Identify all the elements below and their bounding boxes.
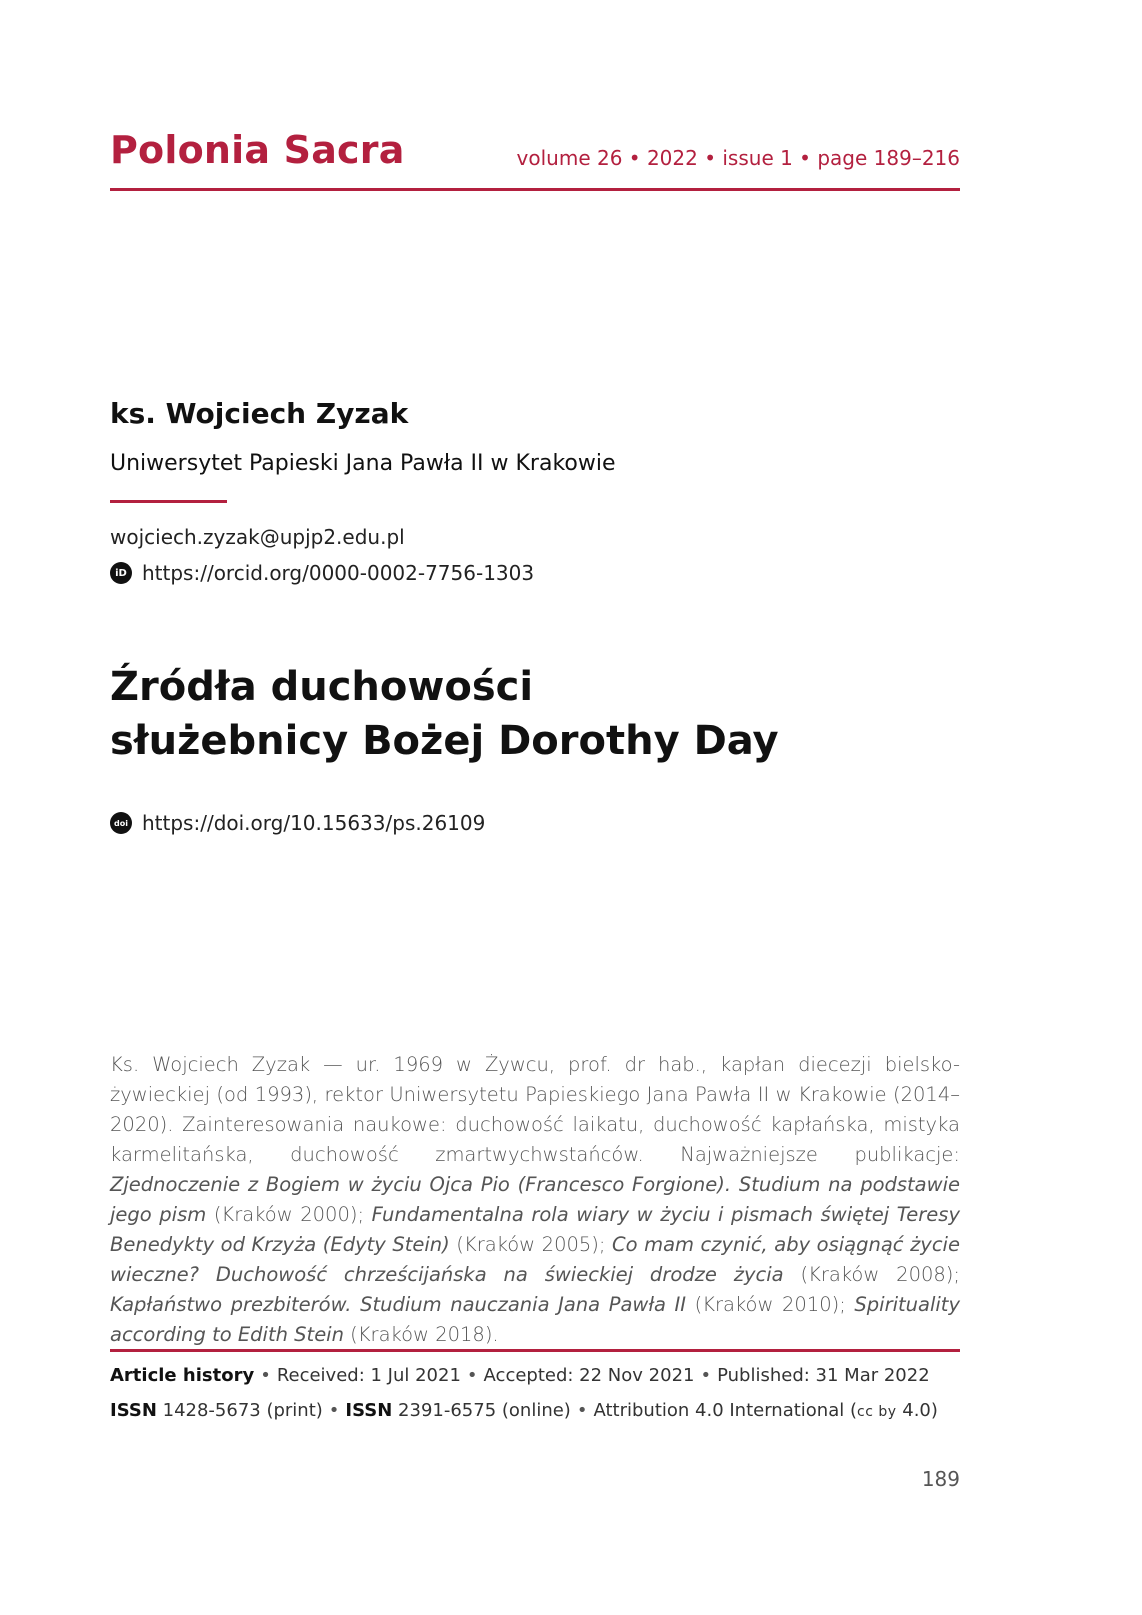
doi-link[interactable]: https://doi.org/10.15633/ps.26109 <box>142 811 486 835</box>
article-title-line-2: służebnicy Bożej Dorothy Day <box>110 718 779 764</box>
author-name: ks. Wojciech Zyzak <box>110 397 409 430</box>
published-date: Published: 31 Mar 2022 <box>717 1365 930 1386</box>
article-history <box>110 1365 930 1386</box>
bio-publication-title: Co mam czynić, aby osiągnąć życie wieczne? Duchowość chrześcijańska na świeckiej drodze życia <box>110 1233 960 1286</box>
bio-publication-title: Fundamentalna rola wiary w życiu i pismach świętej Teresy Benedykty od Krzyża (Edyty Stein) <box>110 1203 960 1256</box>
doi-row <box>110 811 485 835</box>
separator-dot: • <box>576 1400 588 1421</box>
orcid-icon: iD <box>110 562 132 584</box>
author-email[interactable]: wojciech.zyzak@upjp2.edu.pl <box>110 525 405 549</box>
doi-icon: doi <box>110 812 132 834</box>
article-title <box>110 660 779 768</box>
received-date: Received: 1 Jul 2021 <box>276 1365 461 1386</box>
footer-divider <box>110 1349 960 1352</box>
bio-text: (Kraków 2005); <box>449 1233 612 1256</box>
separator-dot: • <box>260 1365 271 1386</box>
issn-label: ISSN <box>110 1400 157 1421</box>
orcid-row <box>110 561 534 585</box>
license-code: cc by <box>857 1404 897 1420</box>
bio-text: (Kraków 2018). <box>343 1323 499 1346</box>
issn-label: ISSN <box>345 1400 393 1421</box>
bio-text: Ks. Wojciech Zyzak — ur. 1969 w Żywcu, prof. dr hab., kapłan diecezji bielsko-żywieckiej (od 1993), rektor Uniwersytetu Papieskiego Jana Pawła II w Krakowie (2014–2020). Zainteresowania naukowe: duchowość laikatu, duchowość kapłańska, mistyka karmelitańska, duchowość zmartwychwstańców. Najważniejsze publikacje: <box>110 1053 960 1166</box>
author-bio <box>110 1050 960 1350</box>
bio-text: (Kraków 2010); <box>686 1293 855 1316</box>
page-number: 189 <box>921 1467 960 1491</box>
history-label: Article history <box>110 1365 255 1386</box>
journal-title: Polonia Sacra <box>110 128 405 172</box>
bio-text: (Kraków 2000); <box>206 1203 372 1226</box>
issn-print: 1428-5673 (print) <box>162 1400 323 1421</box>
accepted-date: Accepted: 22 Nov 2021 <box>483 1365 695 1386</box>
license-end: 4.0) <box>896 1400 938 1421</box>
separator-dot: • <box>328 1400 340 1421</box>
separator-dot: • <box>700 1365 712 1386</box>
volume-info: volume 26 • 2022 • issue 1 • page 189–216 <box>516 146 960 170</box>
issn-license <box>110 1400 938 1421</box>
license-text: Attribution 4.0 International ( <box>593 1400 857 1421</box>
orcid-link[interactable]: https://orcid.org/0000-0002-7756-1303 <box>142 561 535 585</box>
header-divider <box>110 188 960 191</box>
article-title-line-1: Źródła duchowości <box>110 664 534 710</box>
bio-publication-title: Spirituality according to Edith Stein <box>110 1293 960 1346</box>
author-divider <box>110 500 227 503</box>
bio-text: (Kraków 2008); <box>783 1263 960 1286</box>
separator-dot: • <box>466 1365 478 1386</box>
issn-online: 2391-6575 (online) <box>398 1400 571 1421</box>
author-affiliation: Uniwersytet Papieski Jana Pawła II w Krakowie <box>110 451 616 476</box>
bio-publication-title: Kapłaństwo prezbiterów. Studium nauczania Jana Pawła II <box>110 1293 686 1316</box>
bio-publication-title: Zjednoczenie z Bogiem w życiu Ojca Pio (Francesco Forgione). Studium na podstawie jego pism <box>110 1173 960 1226</box>
